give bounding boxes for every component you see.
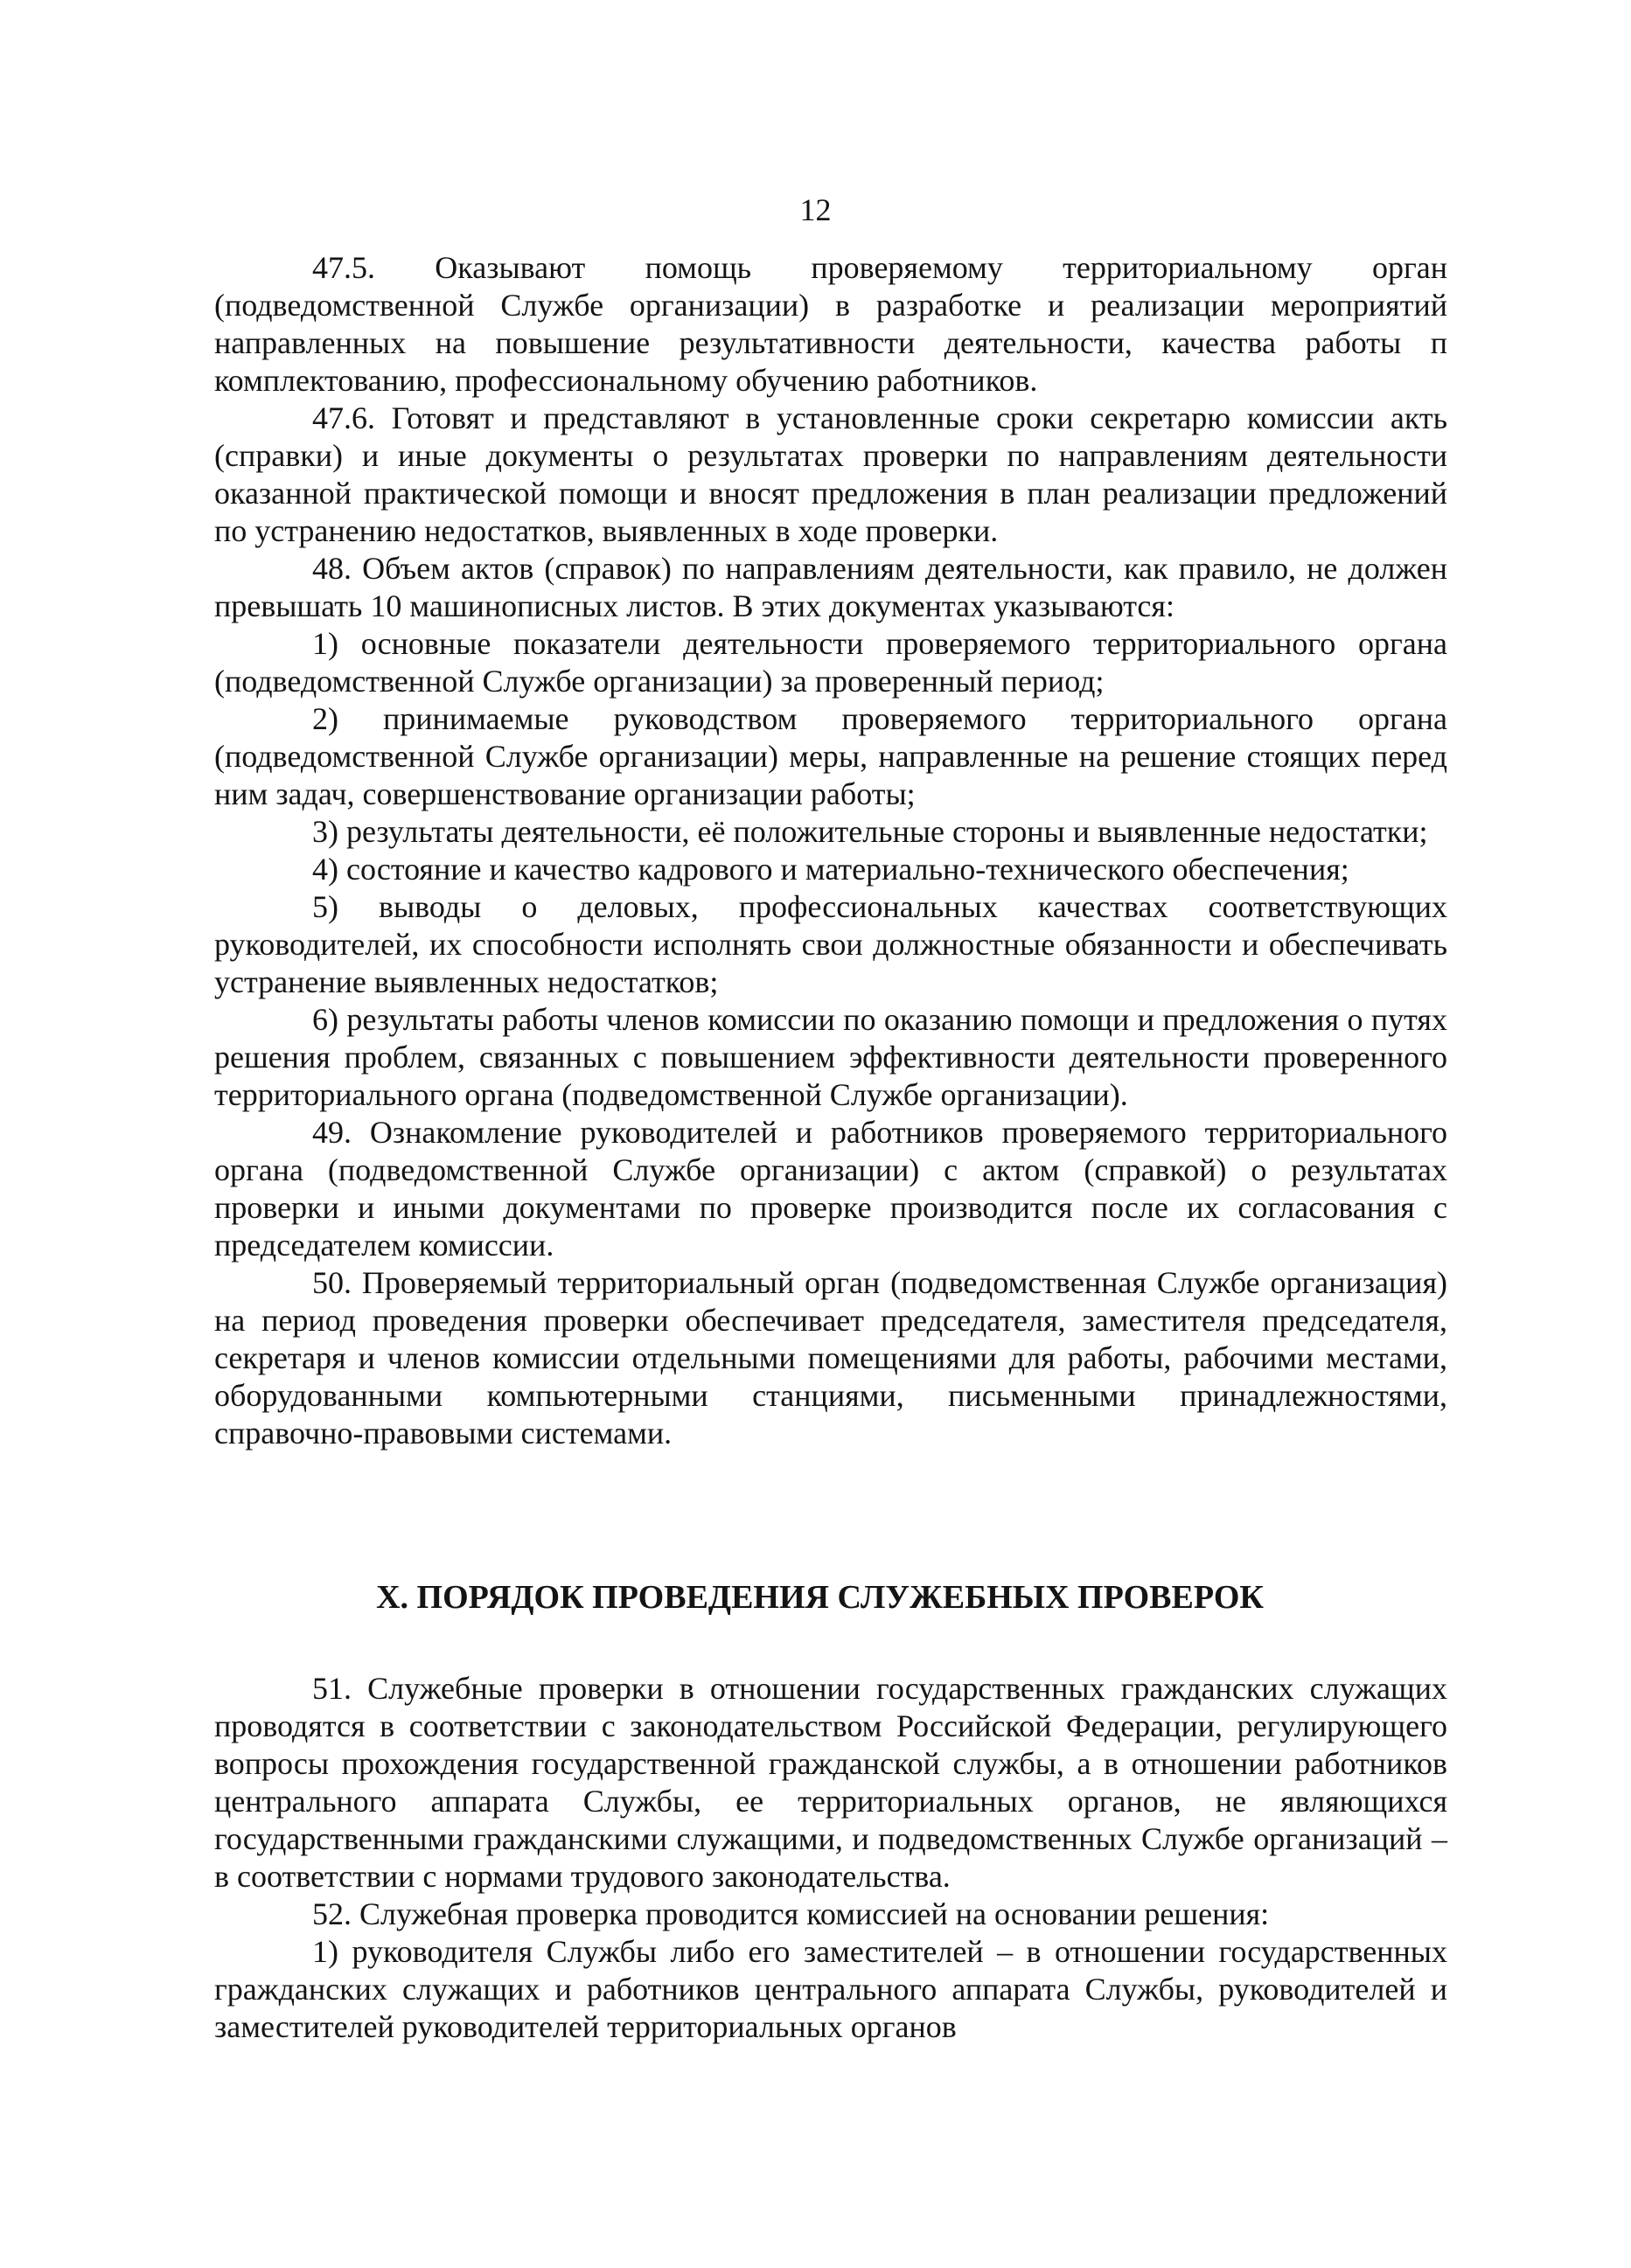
paragraph-47-6: 47.6. Готовят и представляют в установленные сроки секретарю комиссии акть (справки) и иные документы о результатах проверки по направлениям деятельности оказанной практической помощи и вносят предложения в план реализации предложений по устранению недостатков, выявленных в ходе проверки. <box>214 400 1447 548</box>
paragraph-48: 48. Объем актов (справок) по направлениям деятельности, как правило, не должен превышать 10 машинописных листов. В этих документах указываются: <box>214 551 1447 623</box>
list-item-48-6: 6) результаты работы членов комиссии по оказанию помощи и предложения о путях решения проблем, связанных с повышением эффективности деятельности проверенного территориального органа (подведомственной Службе организации). <box>214 1002 1447 1112</box>
list-item-48-5: 5) выводы о деловых, профессиональных качествах соответствующих руководителей, их способности исполнять свои должностные обязанности и обеспечивать устранение выявленных недостатков; <box>214 889 1447 999</box>
list-item-48-4: 4) состояние и качество кадрового и материально-технического обеспечения; <box>312 852 1349 887</box>
list-item-48-1: 1) основные показатели деятельности проверяемого территориального органа (подведомственной Службе организации) за проверенный период; <box>214 626 1447 699</box>
paragraph-51: 51. Служебные проверки в отношении государственных гражданских служащих проводятся в соответствии с законодательством Российской Федерации, регулирующего вопросы прохождения государственной гражданской службы, а в отношении работников центрального аппарата Службы, ее территориальных органов, не являющихся государственными гражданскими служащими, и подведомственных Службе организаций – в соответствии с нормами трудового законодательства. <box>214 1671 1447 1894</box>
page-number: 12 <box>799 192 832 227</box>
list-item-52-1: 1) руководителя Службы либо его заместителей – в отношении государственных гражданских служащих и работников центрального аппарата Службы, руководителей и заместителей руководителей территориальных органов <box>214 1934 1447 2044</box>
section-heading: X. ПОРЯДОК ПРОВЕДЕНИЯ СЛУЖЕБНЫХ ПРОВЕРОК <box>376 1579 1264 1616</box>
section-two-body <box>214 1670 1447 2046</box>
paragraph-47-5: 47.5. Оказывают помощь проверяемому территориальному орган (подведомственной Службе организации) в разработке и реализации мероприятий направленных на повышение результативности деятельности, качества работы п комплектованию, профессиональному обучению работников. <box>214 250 1447 398</box>
paragraph-49: 49. Ознакомление руководителей и работников проверяемого территориального органа (подведомственной Службе организации) с актом (справкой) о результатах проверки и иными документами по проверке производится после их согласования с председателем комиссии. <box>214 1115 1447 1263</box>
paragraph-52: 52. Служебная проверка проводится комиссией на основании решения: <box>312 1896 1270 1931</box>
list-item-48-3: 3) результаты деятельности, её положительные стороны и выявленные недостатки; <box>312 814 1428 849</box>
list-item-48-2: 2) принимаемые руководством проверяемого территориального органа (подведомственной Службе организации) меры, направленные на решение стоящих перед ним задач, совершенствование организации работы; <box>214 701 1447 811</box>
section-one-body <box>214 249 1447 1452</box>
paragraph-50: 50. Проверяемый территориальный орган (подведомственная Службе организация) на период проведения проверки обеспечивает председателя, заместителя председателя, секретаря и членов комиссии отдельными помещениями для работы, рабочими местами, оборудованными компьютерными станциями, письменными принадлежностями, справочно-правовыми системами. <box>214 1265 1447 1451</box>
